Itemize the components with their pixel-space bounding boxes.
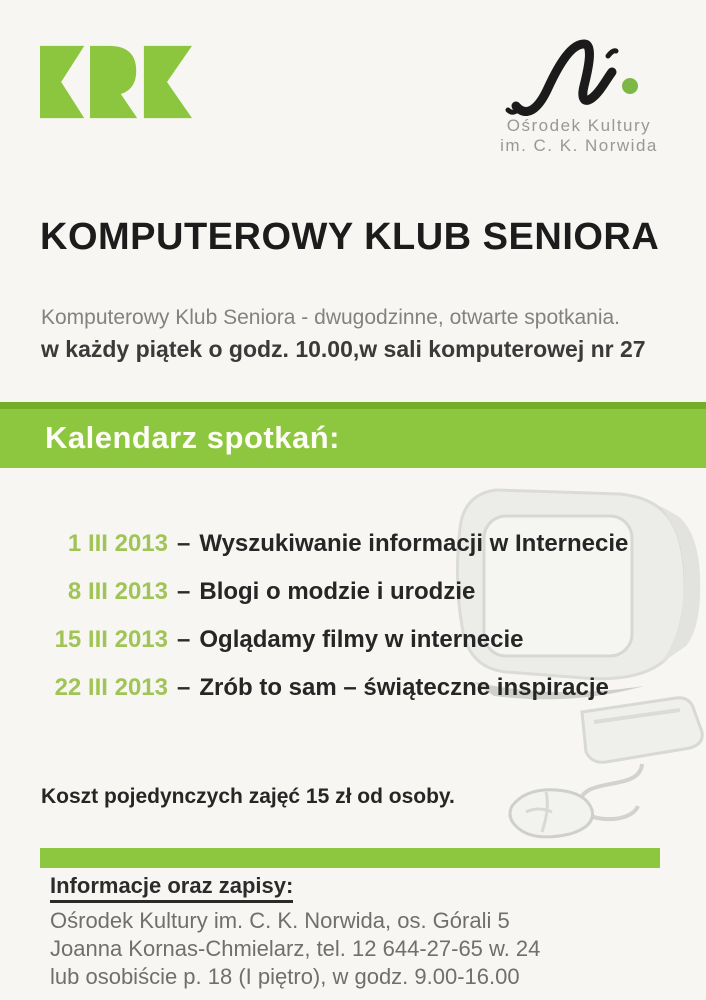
schedule-event: Zrób to sam – świąteczne inspiracje: [199, 674, 609, 701]
schedule-row: [40, 530, 680, 578]
norwid-logo: [490, 34, 668, 156]
schedule-dash: –: [177, 530, 191, 557]
schedule-date: 22 III 2013: [54, 674, 168, 701]
norwid-signature-icon: [504, 34, 654, 116]
green-divider: [40, 848, 660, 868]
footer-phone: Joanna Kornas-Chmielarz, tel. 12 644-27-65 w. 24: [50, 936, 541, 961]
schedule-list: [40, 530, 680, 722]
calendar-banner: [0, 402, 706, 468]
schedule-date: 15 III 2013: [54, 626, 168, 653]
krk-logo-icon: [40, 45, 192, 119]
footer-hours: lub osobiście p. 18 (I piętro), w godz. 9.00-16.00: [50, 964, 520, 989]
schedule-row: [40, 674, 680, 722]
schedule-event: Blogi o modzie i urodzie: [199, 578, 476, 605]
calendar-banner-label: Kalendarz spotkań:: [45, 419, 340, 455]
schedule-row: [40, 578, 680, 626]
schedule-row: [40, 626, 680, 674]
schedule-dash: –: [177, 578, 191, 605]
schedule-event: Wyszukiwanie informacji w Internecie: [199, 530, 629, 557]
schedule-dash: –: [177, 674, 191, 701]
norwid-logo-line2: im. C. K. Norwida: [500, 136, 658, 155]
intro-line2: w każdy piątek o godz. 10.00,w sali komputerowej nr 27: [41, 336, 646, 362]
footer-heading: Informacje oraz zapisy:: [50, 873, 293, 903]
page-title: KOMPUTEROWY KLUB SENIORA: [40, 216, 660, 258]
intro-line1: Komputerowy Klub Seniora - dwugodzinne, otwarte spotkania.: [41, 306, 620, 329]
schedule-date: 1 III 2013: [67, 530, 168, 557]
footer-contact: [50, 873, 540, 991]
norwid-logo-line1: Ośrodek Kultury: [506, 116, 652, 135]
footer-address: Ośrodek Kultury im. C. K. Norwida, os. Górali 5: [50, 908, 510, 933]
krk-logo: [40, 45, 192, 119]
schedule-date: 8 III 2013: [67, 578, 168, 605]
schedule-dash: –: [177, 626, 191, 653]
schedule-event: Oglądamy filmy w internecie: [199, 626, 524, 653]
cost-line: Koszt pojedynczych zajęć 15 zł od osoby.: [41, 785, 455, 808]
